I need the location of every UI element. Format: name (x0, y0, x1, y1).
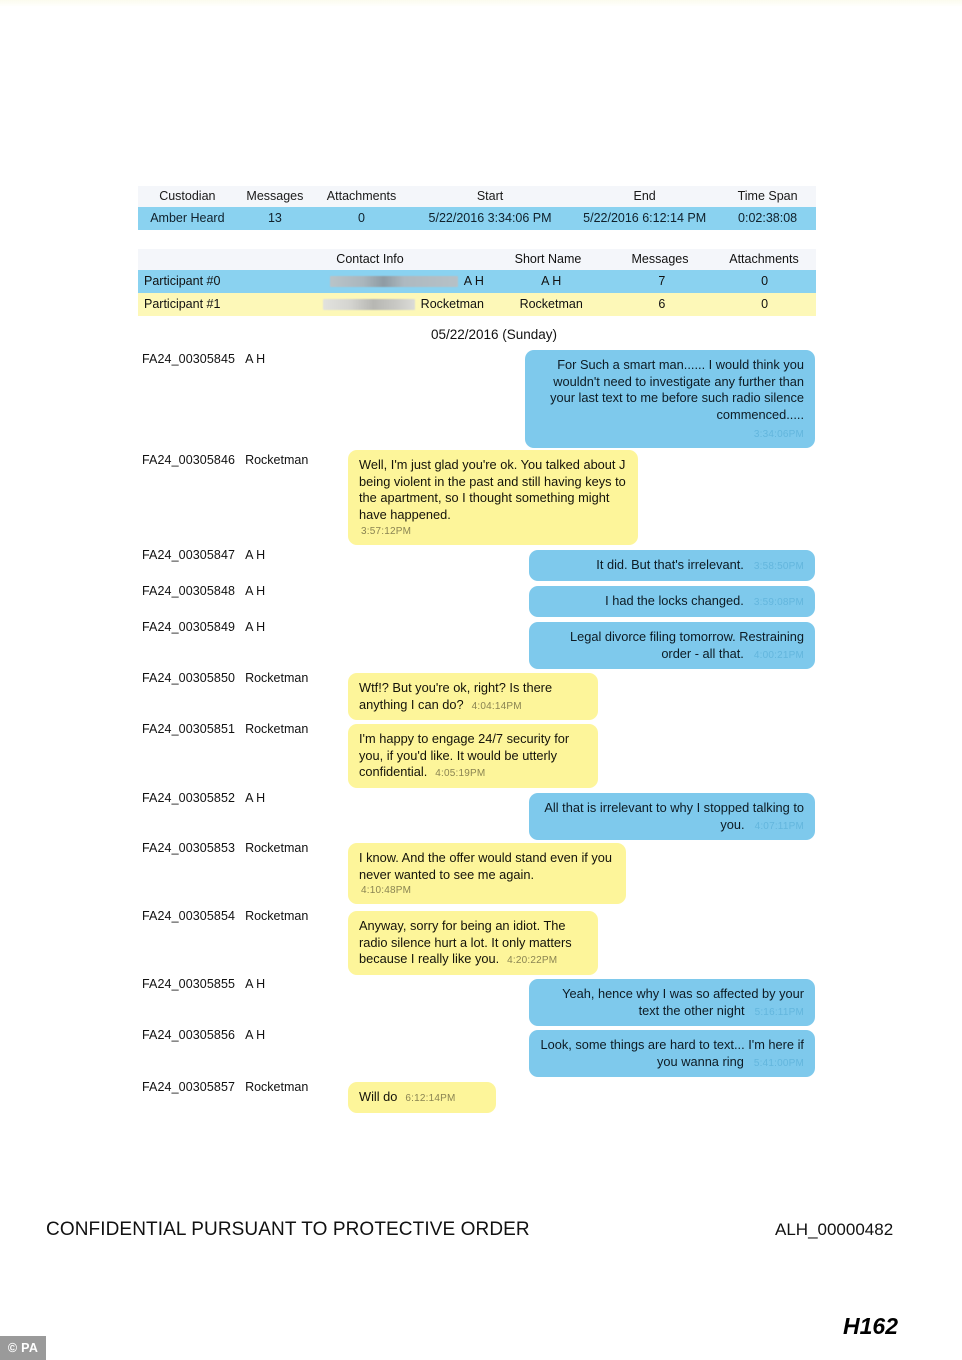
message-bubble-right (529, 1030, 815, 1077)
participant-0-contact-text: A H (463, 274, 484, 288)
message-timestamp: 4:10:48PM (361, 885, 412, 897)
summary-header-attachments: Attachments (326, 189, 397, 203)
message-timestamp: 4:00:21PM (753, 649, 804, 661)
message-sender-name: A H (245, 620, 266, 634)
participants-header-contact-info: Contact Info (336, 252, 404, 266)
message-bates-number: FA24_00305846 (142, 453, 236, 467)
message-bubble-right (525, 350, 815, 448)
message-text: I had the locks changed. (605, 593, 744, 608)
message-sender-name: Rocketman (245, 671, 309, 685)
message-bates-label (142, 584, 265, 598)
message-bates-number: FA24_00305849 (142, 620, 236, 634)
message-text: For Such a smart man...... I would think you wouldn't need to investigate any further than your last text to me before such radio silence commenced..... (550, 357, 804, 422)
message-sender-name: Rocketman (245, 1080, 309, 1094)
participants-header-short-name: Short Name (514, 252, 582, 266)
message-row (0, 909, 962, 967)
message-timestamp: 5:41:00PM (753, 1057, 804, 1069)
summary-value-attachments: 0 (358, 211, 365, 225)
participant-1-short-name: Rocketman (519, 297, 583, 311)
summary-value-end: 5/22/2016 6:12:14 PM (583, 211, 707, 225)
message-bates-number: FA24_00305857 (142, 1080, 236, 1094)
message-bubble-right (529, 979, 815, 1026)
document-bates-number: ALH_00000482 (775, 1220, 894, 1239)
message-text: I know. And the offer would stand even if you never wanted to see me again. (359, 850, 613, 882)
message-timestamp: 4:05:19PM (435, 768, 486, 780)
summary-header-time-span: Time Span (737, 189, 798, 203)
exhibit-number: H162 (843, 1313, 898, 1339)
message-timestamp: 4:20:22PM (507, 955, 558, 967)
message-bates-number: FA24_00305845 (142, 352, 236, 366)
summary-value-start: 5/22/2016 3:34:06 PM (428, 211, 552, 225)
message-text: Legal divorce filing tomorrow. Restraining order - all that. (569, 629, 804, 661)
message-timestamp: 6:12:14PM (405, 1093, 456, 1104)
message-row (0, 453, 962, 537)
message-row (0, 620, 962, 661)
message-bubble-right (529, 622, 815, 669)
confidentiality-notice: CONFIDENTIAL PURSUANT TO PROTECTIVE ORDER (46, 1219, 530, 1240)
message-bates-number: FA24_00305847 (142, 548, 236, 562)
message-sender-name: Rocketman (245, 722, 309, 736)
summary-header-start: Start (476, 189, 504, 203)
participant-0-label: Participant #0 (144, 274, 221, 288)
message-row (0, 791, 962, 832)
participant-1-messages: 6 (658, 297, 666, 311)
message-row (0, 1028, 962, 1069)
message-bubble-left (348, 673, 598, 720)
summary-header-messages: Messages (246, 189, 304, 203)
scan-edge-tint (0, 0, 962, 7)
message-text: I'm happy to engage 24/7 security for you, if you'd like. It would be utterly confidential. (359, 731, 570, 780)
participant-1-attachments: 0 (761, 297, 769, 311)
message-bubble-right (529, 586, 815, 617)
message-row (0, 1080, 962, 1104)
participant-row-1 (138, 293, 816, 316)
message-row (0, 548, 962, 572)
message-bates-label (142, 548, 265, 562)
participants-header-blank (138, 252, 252, 266)
message-sender-name: A H (245, 977, 266, 991)
message-bates-number: FA24_00305851 (142, 722, 236, 736)
participant-1-label: Participant #1 (144, 297, 221, 311)
summary-table-header-row (138, 186, 816, 207)
message-text: Look, some things are hard to text... I'm here if you wanna ring (540, 1037, 804, 1069)
message-sender-name: A H (245, 548, 266, 562)
message-timestamp: 4:07:11PM (754, 820, 804, 832)
summary-value-custodian: Amber Heard (150, 211, 225, 225)
message-bates-number: FA24_00305855 (142, 977, 236, 991)
participants-table-header-row (138, 249, 816, 270)
conversation-summary-table (138, 186, 816, 230)
message-bubble-right (529, 793, 815, 840)
summary-value-time-span: 0:02:38:08 (738, 211, 798, 225)
message-bates-label (142, 620, 265, 634)
message-bubble-left (348, 450, 638, 545)
message-bubble-left (348, 724, 598, 788)
conversation-date-heading: 05/22/2016 (Sunday) (430, 327, 558, 342)
message-timestamp: 3:57:12PM (361, 525, 412, 537)
participants-header-attachments: Attachments (729, 252, 799, 266)
message-bates-label (142, 722, 308, 736)
message-row (0, 671, 962, 712)
message-sender-name: A H (245, 352, 266, 366)
participant-0-contact-info (251, 274, 492, 288)
participant-1-contact-info (251, 297, 492, 311)
message-sender-name: Rocketman (245, 909, 309, 923)
message-text: It did. But that's irrelevant. (596, 557, 744, 572)
message-bates-label (142, 352, 265, 366)
message-bates-label (142, 1028, 265, 1042)
redaction-bar-icon (323, 299, 415, 310)
pa-watermark: © PA (0, 1336, 46, 1360)
message-bates-label (142, 453, 308, 467)
message-bubble-left (348, 1082, 496, 1113)
message-text: Anyway, sorry for being an idiot. The radio silence hurt a lot. It only matters because I really like you. (359, 918, 572, 967)
participants-table (138, 249, 816, 316)
participant-1-contact-text: Rocketman (420, 297, 484, 311)
message-sender-name: A H (245, 584, 266, 598)
message-timestamp: 3:58:50PM (753, 561, 804, 572)
message-text: Wtf!? But you're ok, right? Is there anything I can do? (359, 680, 553, 712)
participant-0-short-name: A H (541, 274, 562, 288)
message-bubble-right (529, 550, 815, 581)
participant-0-attachments: 0 (761, 274, 769, 288)
message-row (0, 584, 962, 608)
message-text: Will do (359, 1089, 398, 1104)
message-row (0, 977, 962, 1018)
message-text: Yeah, hence why I was so affected by your text the other night (562, 986, 804, 1018)
summary-header-custodian: Custodian (159, 189, 216, 203)
message-bates-number: FA24_00305850 (142, 671, 236, 685)
message-bates-label (142, 1080, 308, 1094)
message-bates-label (142, 791, 265, 805)
message-sender-name: A H (245, 1028, 266, 1042)
participants-header-messages: Messages (631, 252, 689, 266)
message-row (0, 352, 962, 440)
message-row (0, 841, 962, 897)
redaction-bar-icon (330, 276, 458, 287)
summary-header-end: End (633, 189, 656, 203)
message-bates-label (142, 841, 308, 855)
message-bates-label (142, 671, 308, 685)
participant-0-messages: 7 (658, 274, 666, 288)
message-bates-number: FA24_00305848 (142, 584, 236, 598)
summary-value-messages: 13 (267, 211, 282, 225)
message-sender-name: Rocketman (245, 841, 309, 855)
message-text: All that is irrelevant to why I stopped talking to you. (544, 800, 804, 832)
message-text: Well, I'm just glad you're ok. You talked about J being violent in the past and still having keys to the apartment, so I thought something might have happened. (359, 457, 626, 522)
message-bubble-left (348, 843, 626, 904)
message-timestamp: 3:59:08PM (753, 597, 804, 608)
message-bates-number: FA24_00305854 (142, 909, 236, 923)
summary-table-row (138, 207, 816, 230)
message-timestamp: 4:04:14PM (471, 700, 522, 712)
message-sender-name: A H (245, 791, 266, 805)
participant-row-0 (138, 270, 816, 293)
message-sender-name: Rocketman (245, 453, 309, 467)
message-timestamp: 3:34:06PM (753, 428, 804, 440)
message-bates-number: FA24_00305852 (142, 791, 236, 805)
message-bates-label (142, 977, 265, 991)
message-bates-number: FA24_00305853 (142, 841, 236, 855)
message-timestamp: 5:16:11PM (754, 1006, 804, 1018)
message-bates-number: FA24_00305856 (142, 1028, 236, 1042)
message-row (0, 722, 962, 780)
message-bubble-left (348, 911, 598, 975)
message-bates-label (142, 909, 308, 923)
